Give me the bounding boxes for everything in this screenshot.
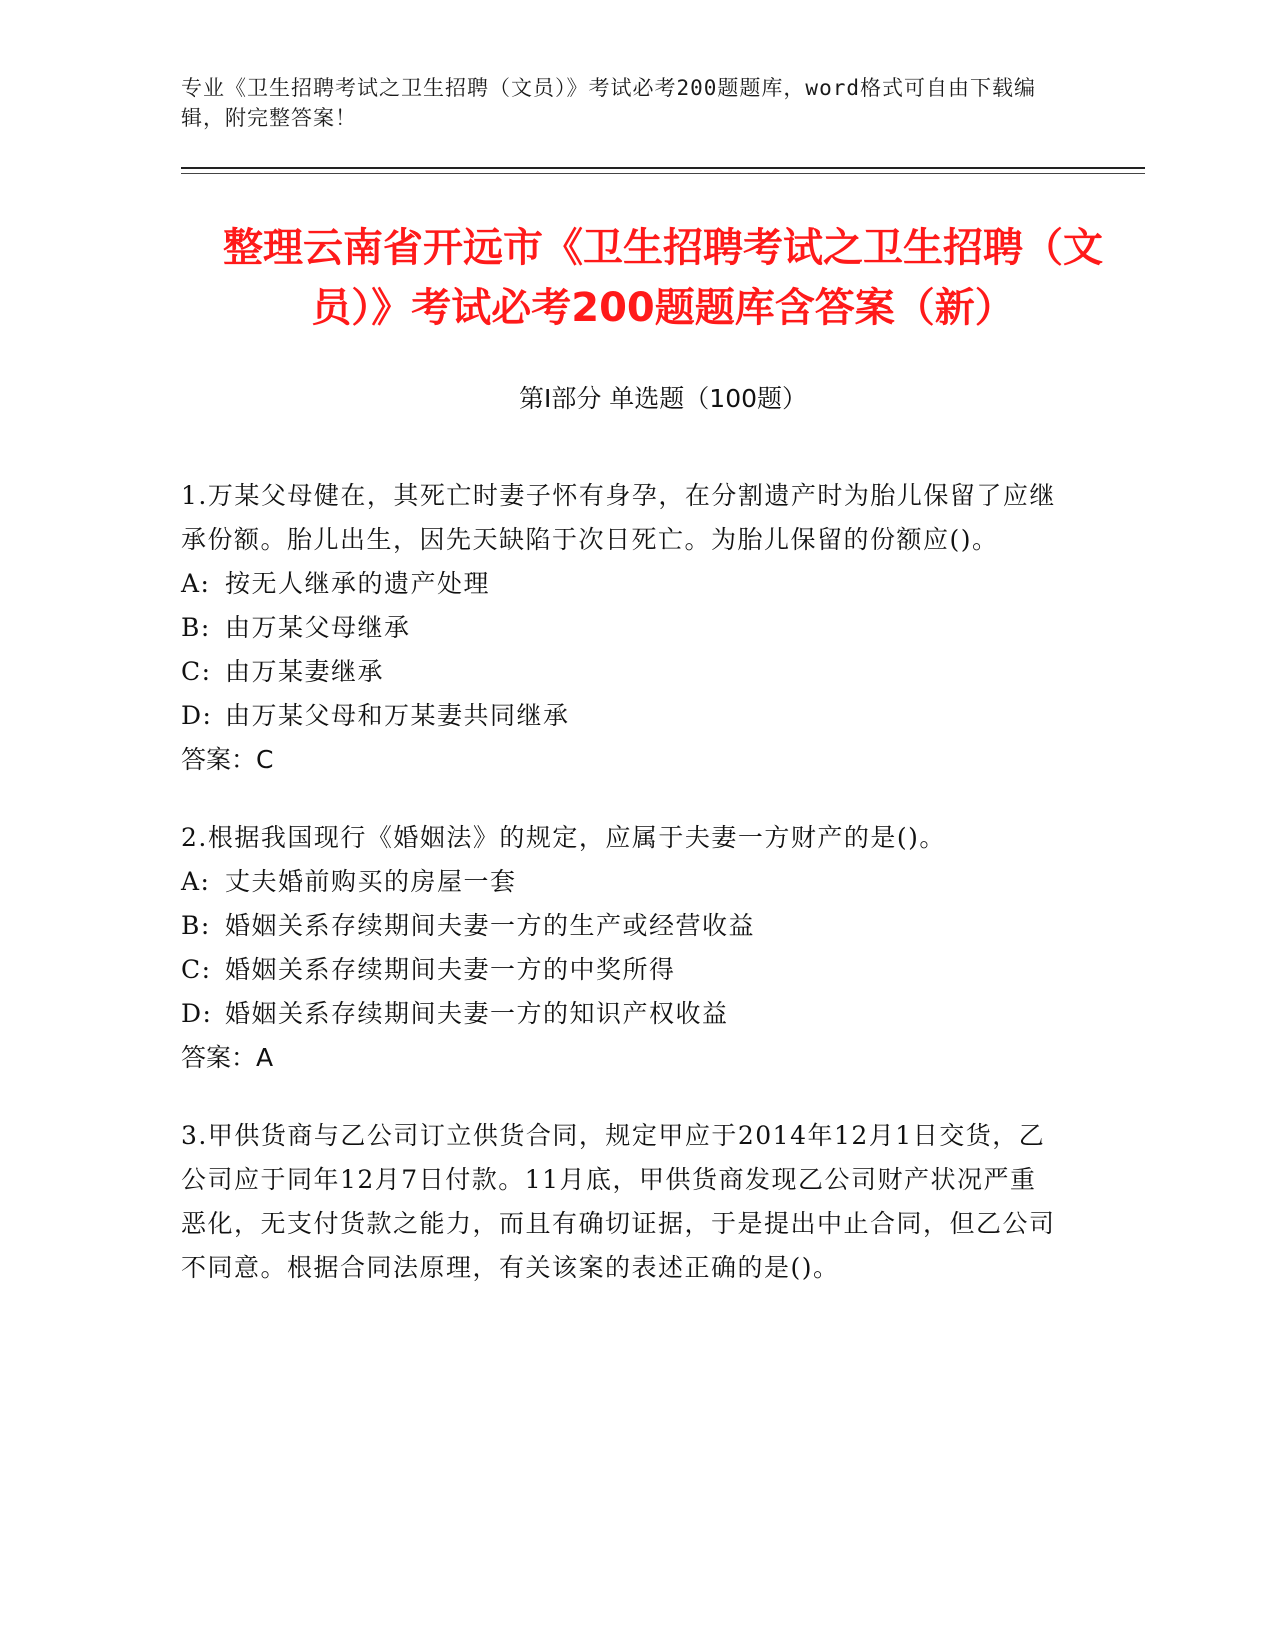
option-text: 由万某妻继承 [225,657,385,686]
answer-line: 答案：A [181,1043,274,1072]
question-stem: 2.根据我国现行《婚姻法》的规定，应属于夫妻一方财产的是()。 [181,823,946,852]
option-text: 婚姻关系存续期间夫妻一方的中奖所得 [225,955,676,984]
option-key: D: [181,701,213,730]
header-divider-thick [181,167,1145,169]
option-c [181,650,1145,694]
option-c [181,948,1145,992]
option-text: 按无人继承的遗产处理 [225,569,491,598]
option-b [181,606,1145,650]
option-key: A: [181,569,211,598]
header-divider-thin [181,173,1145,174]
question-list [181,474,1145,1290]
document-page [181,0,1145,1324]
option-key: B: [181,613,211,642]
option-key: A: [181,867,211,896]
option-a [181,562,1145,606]
answer-line: 答案：C [181,745,274,774]
header-note: 专业《卫生招聘考试之卫生招聘（文员）》考试必考200题题库，word格式可自由下载编辑，附完整答案！ [181,76,1036,130]
option-key: D: [181,999,213,1028]
question-stem: 1.万某父母健在，其死亡时妻子怀有身孕，在分割遗产时为胎儿保留了应继承份额。胎儿出生，因先天缺陷于次日死亡。为胎儿保留的份额应()。 [181,481,1056,554]
option-d [181,992,1145,1036]
option-d [181,694,1145,738]
option-a [181,860,1145,904]
option-key: B: [181,911,211,940]
document-title: 整理云南省开远市《卫生招聘考试之卫生招聘（文员）》考试必考200题题库含答案（新） [223,225,1103,331]
option-text: 婚姻关系存续期间夫妻一方的知识产权收益 [225,999,729,1028]
option-key: C: [181,955,212,984]
option-text: 丈夫婚前购买的房屋一套 [225,867,517,896]
question-stem: 3.甲供货商与乙公司订立供货合同，规定甲应于2014年12月1日交货，乙公司应于同年12月7日付款。11月底，甲供货商发现乙公司财产状况严重恶化，无支付货款之能力，而且有确切证据，于是提出中止合同，但乙公司不同意。根据合同法原理，有关该案的表述正确的是()。 [181,1121,1056,1282]
question-2 [181,816,1145,1080]
option-key: C: [181,657,212,686]
question-3 [181,1114,1145,1290]
section-heading: 第I部分 单选题（100题） [518,384,808,413]
option-b [181,904,1145,948]
question-1 [181,474,1145,782]
option-text: 由万某父母和万某妻共同继承 [225,701,570,730]
option-text: 婚姻关系存续期间夫妻一方的生产或经营收益 [225,911,756,940]
option-text: 由万某父母继承 [225,613,411,642]
